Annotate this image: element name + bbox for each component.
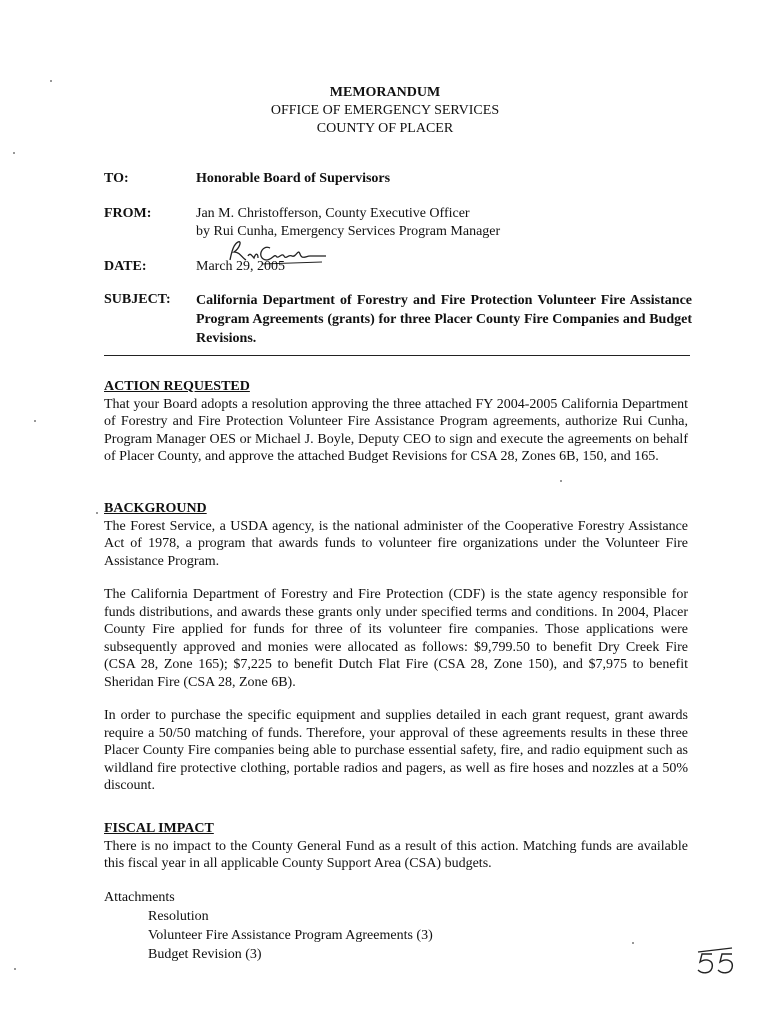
scan-speck — [13, 152, 15, 154]
memo-header — [0, 84, 770, 138]
background-section — [104, 500, 688, 795]
header-divider — [104, 355, 690, 356]
date-value: March 29, 2005 — [196, 259, 286, 274]
from-value — [196, 205, 696, 241]
action-requested-text: That your Board adopts a resolution approving the three attached FY 2004-2005 California Department of Forestry and Fire Protection Volunteer Fire Assistance Program agreements, authorize Rui Cunha, Program Manager OES or Michael J. Boyle, Deputy CEO to sign and execute the agreements on behalf of Placer County, and approve the attached Budget Revisions for CSA 28, Zones 6B, 150, and 165. — [104, 396, 688, 464]
subject-label: SUBJECT: — [104, 292, 171, 307]
background-paragraph-2: The California Department of Forestry and Fire Protection (CDF) is the state agency responsible for funds distributions, and awards these grants only under specified terms and conditions. In 2004, Placer County Fire applied for funds for three of its volunteer fire companies. Those applications were subsequently approved and monies were allocated as follows: $9,799.50 to benefit Dry Creek Fire (CSA 28, Zone 165); $7,225 to benefit Dutch Flat Fire (CSA 28, Zone 150), and $7,975 to benefit Sheridan Fire (CSA 28, Zone 6B). — [104, 587, 688, 690]
attachment-item: Budget Revision (3) — [148, 947, 262, 962]
handwritten-page-number — [694, 944, 738, 978]
from-line-2: by Rui Cunha, Emergency Services Program Manager — [196, 224, 501, 239]
to-label: TO: — [104, 171, 129, 186]
background-paragraph-1: The Forest Service, a USDA agency, is the national administer of the Cooperative Forestry Assistance Act of 1978, a program that awards funds to volunteer fire organizations under the Volunteer Fire Assistance Program. — [104, 518, 688, 569]
attachment-item: Resolution — [148, 909, 209, 924]
attachment-item: Volunteer Fire Assistance Program Agreements (3) — [148, 928, 433, 943]
scan-speck — [96, 512, 98, 514]
memo-title: MEMORANDUM — [329, 85, 441, 100]
scan-speck — [34, 420, 36, 422]
from-line-1: Jan M. Christofferson, County Executive Officer — [196, 206, 470, 221]
action-requested-section — [104, 378, 688, 466]
scan-speck — [632, 942, 634, 944]
background-paragraph-3: In order to purchase the specific equipment and supplies detailed in each grant request, grant awards require a 50/50 matching of funds. Therefore, your approval of these agreements results in these three Placer County Fire companies being able to purchase essential safety, fire, and radio equipment such as wildland fire protective clothing, portable radios and pagers, as well as fire hoses and nozzles at a 50% discount. — [104, 708, 688, 793]
fiscal-impact-section — [104, 820, 688, 873]
scan-speck — [14, 968, 16, 970]
fiscal-impact-heading: FISCAL IMPACT — [104, 821, 214, 836]
scan-speck — [560, 480, 562, 482]
scan-speck — [50, 80, 52, 82]
attachments-list — [104, 888, 433, 964]
from-label: FROM: — [104, 206, 152, 221]
attachments-label: Attachments — [104, 890, 175, 905]
action-requested-heading: ACTION REQUESTED — [104, 379, 250, 394]
fiscal-impact-text: There is no impact to the County General Fund as a result of this action. Matching funds are available this fiscal year in all applicable County Support Area (CSA) budgets. — [104, 838, 688, 871]
office-name: OFFICE OF EMERGENCY SERVICES — [270, 103, 500, 118]
background-heading: BACKGROUND — [104, 501, 207, 516]
subject-value: California Department of Forestry and Fire Protection Volunteer Fire Assistance Program Agreements (grants) for three Placer County Fire Companies and Budget Revisions. — [196, 293, 692, 346]
county-name: COUNTY OF PLACER — [316, 121, 454, 136]
to-value: Honorable Board of Supervisors — [196, 171, 391, 186]
date-label: DATE: — [104, 259, 147, 274]
